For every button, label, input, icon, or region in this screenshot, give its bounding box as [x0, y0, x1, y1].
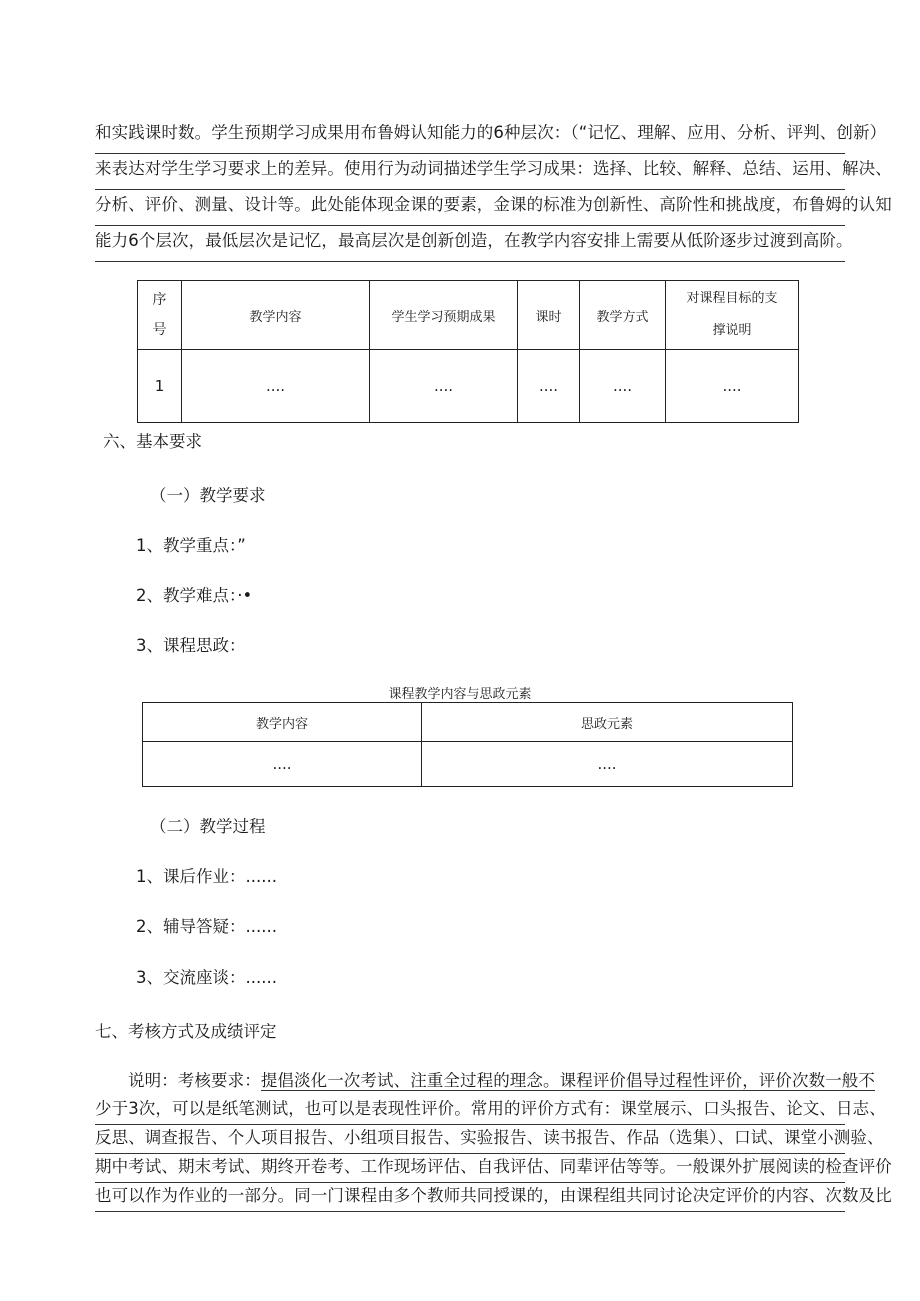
table2-caption: 课程教学内容与思政元素 — [388, 687, 532, 702]
header-support-top: 对课程目标的支 — [686, 291, 778, 306]
para-lead-underlined: 提倡淡化一次考试、注重全过程的理念。课程评价倡导过程性评价，评价次数一般不 — [260, 1071, 876, 1090]
item-teaching-focus: 1、教学重点：” — [136, 536, 246, 555]
cell-outcome: .... — [370, 350, 518, 423]
header-support — [666, 281, 799, 350]
intro-line: 来表达对学生学习要求上的差异。使用行为动词描述学生学习成果：选择、比较、解释、总结、运用、解决、 — [95, 154, 845, 190]
para-line: 期中考试、期末考试、期终开卷考、工作现场评估、自我评估、同辈评估等等。一般课外扩展阅读的检查评价 — [95, 1154, 845, 1183]
para-line: 也可以作为作业的一部分。同一门课程由多个教师共同授课的，由课程组共同讨论决定评价的内容、次数及比 — [95, 1183, 845, 1212]
section-7-title: 七、考核方式及成绩评定 — [95, 1022, 277, 1041]
header-outcome: 学生学习预期成果 — [370, 281, 518, 350]
item-teaching-difficulty: 2、教学难点：·• — [136, 586, 253, 605]
item-course-ideology: 3、课程思政： — [136, 636, 246, 655]
cell-support: .... — [666, 350, 799, 423]
header-content: 教学内容 — [143, 703, 422, 742]
cell-content: .... — [182, 350, 370, 423]
section-6-title: 六、基本要求 — [103, 432, 202, 451]
item-discussion: 3、交流座谈：...... — [136, 968, 277, 987]
cell-content: .... — [143, 742, 422, 787]
assessment-paragraph — [95, 1068, 892, 1212]
table-row — [143, 742, 793, 787]
cell-hours: .... — [518, 350, 580, 423]
intro-line: 分析、评价、测量、设计等。此处能体现金课的要素，金课的标准为创新性、高阶性和挑战度，布鲁姆的认知 — [95, 190, 845, 226]
ideology-elements-table — [142, 702, 793, 787]
header-content: 教学内容 — [182, 281, 370, 350]
table-row — [138, 350, 799, 423]
cell-ideology: .... — [422, 742, 793, 787]
subsection-teaching-requirements: （一）教学要求 — [150, 486, 266, 505]
table-header-row — [138, 281, 799, 350]
intro-paragraph — [95, 118, 892, 262]
para-lead: 说明：考核要求： — [128, 1071, 261, 1090]
intro-line: 和实践课时数。学生预期学习成果用布鲁姆认知能力的6种层次：（“记忆、理解、应用、分析、评判、创新） — [95, 118, 845, 154]
header-seq-bottom: 号 — [152, 322, 167, 338]
para-line: 少于3次，可以是纸笔测试，也可以是表现性评价。常用的评价方式有：课堂展示、口头报告、论文、日志、 — [95, 1096, 845, 1125]
header-hours: 课时 — [518, 281, 580, 350]
item-homework: 1、课后作业：...... — [136, 867, 277, 886]
subsection-teaching-process: （二）教学过程 — [150, 817, 266, 836]
table-header-row — [143, 703, 793, 742]
cell-seq: 1 — [138, 350, 182, 423]
intro-line: 能力6个层次，最低层次是记忆，最高层次是创新创造，在教学内容安排上需要从低阶逐步过渡到高阶。 — [95, 226, 845, 262]
header-ideology: 思政元素 — [422, 703, 793, 742]
header-support-bottom: 撑说明 — [712, 323, 752, 338]
header-seq-top: 序 — [152, 292, 167, 308]
item-tutoring: 2、辅导答疑：...... — [136, 917, 277, 936]
teaching-content-table — [137, 280, 799, 423]
para-line: 反思、调查报告、个人项目报告、小组项目报告、实验报告、读书报告、作品（选集）、口试、课堂小测验、 — [95, 1125, 845, 1154]
para-line — [95, 1068, 876, 1096]
header-seq — [138, 281, 182, 350]
cell-method: .... — [580, 350, 666, 423]
header-method: 教学方式 — [580, 281, 666, 350]
